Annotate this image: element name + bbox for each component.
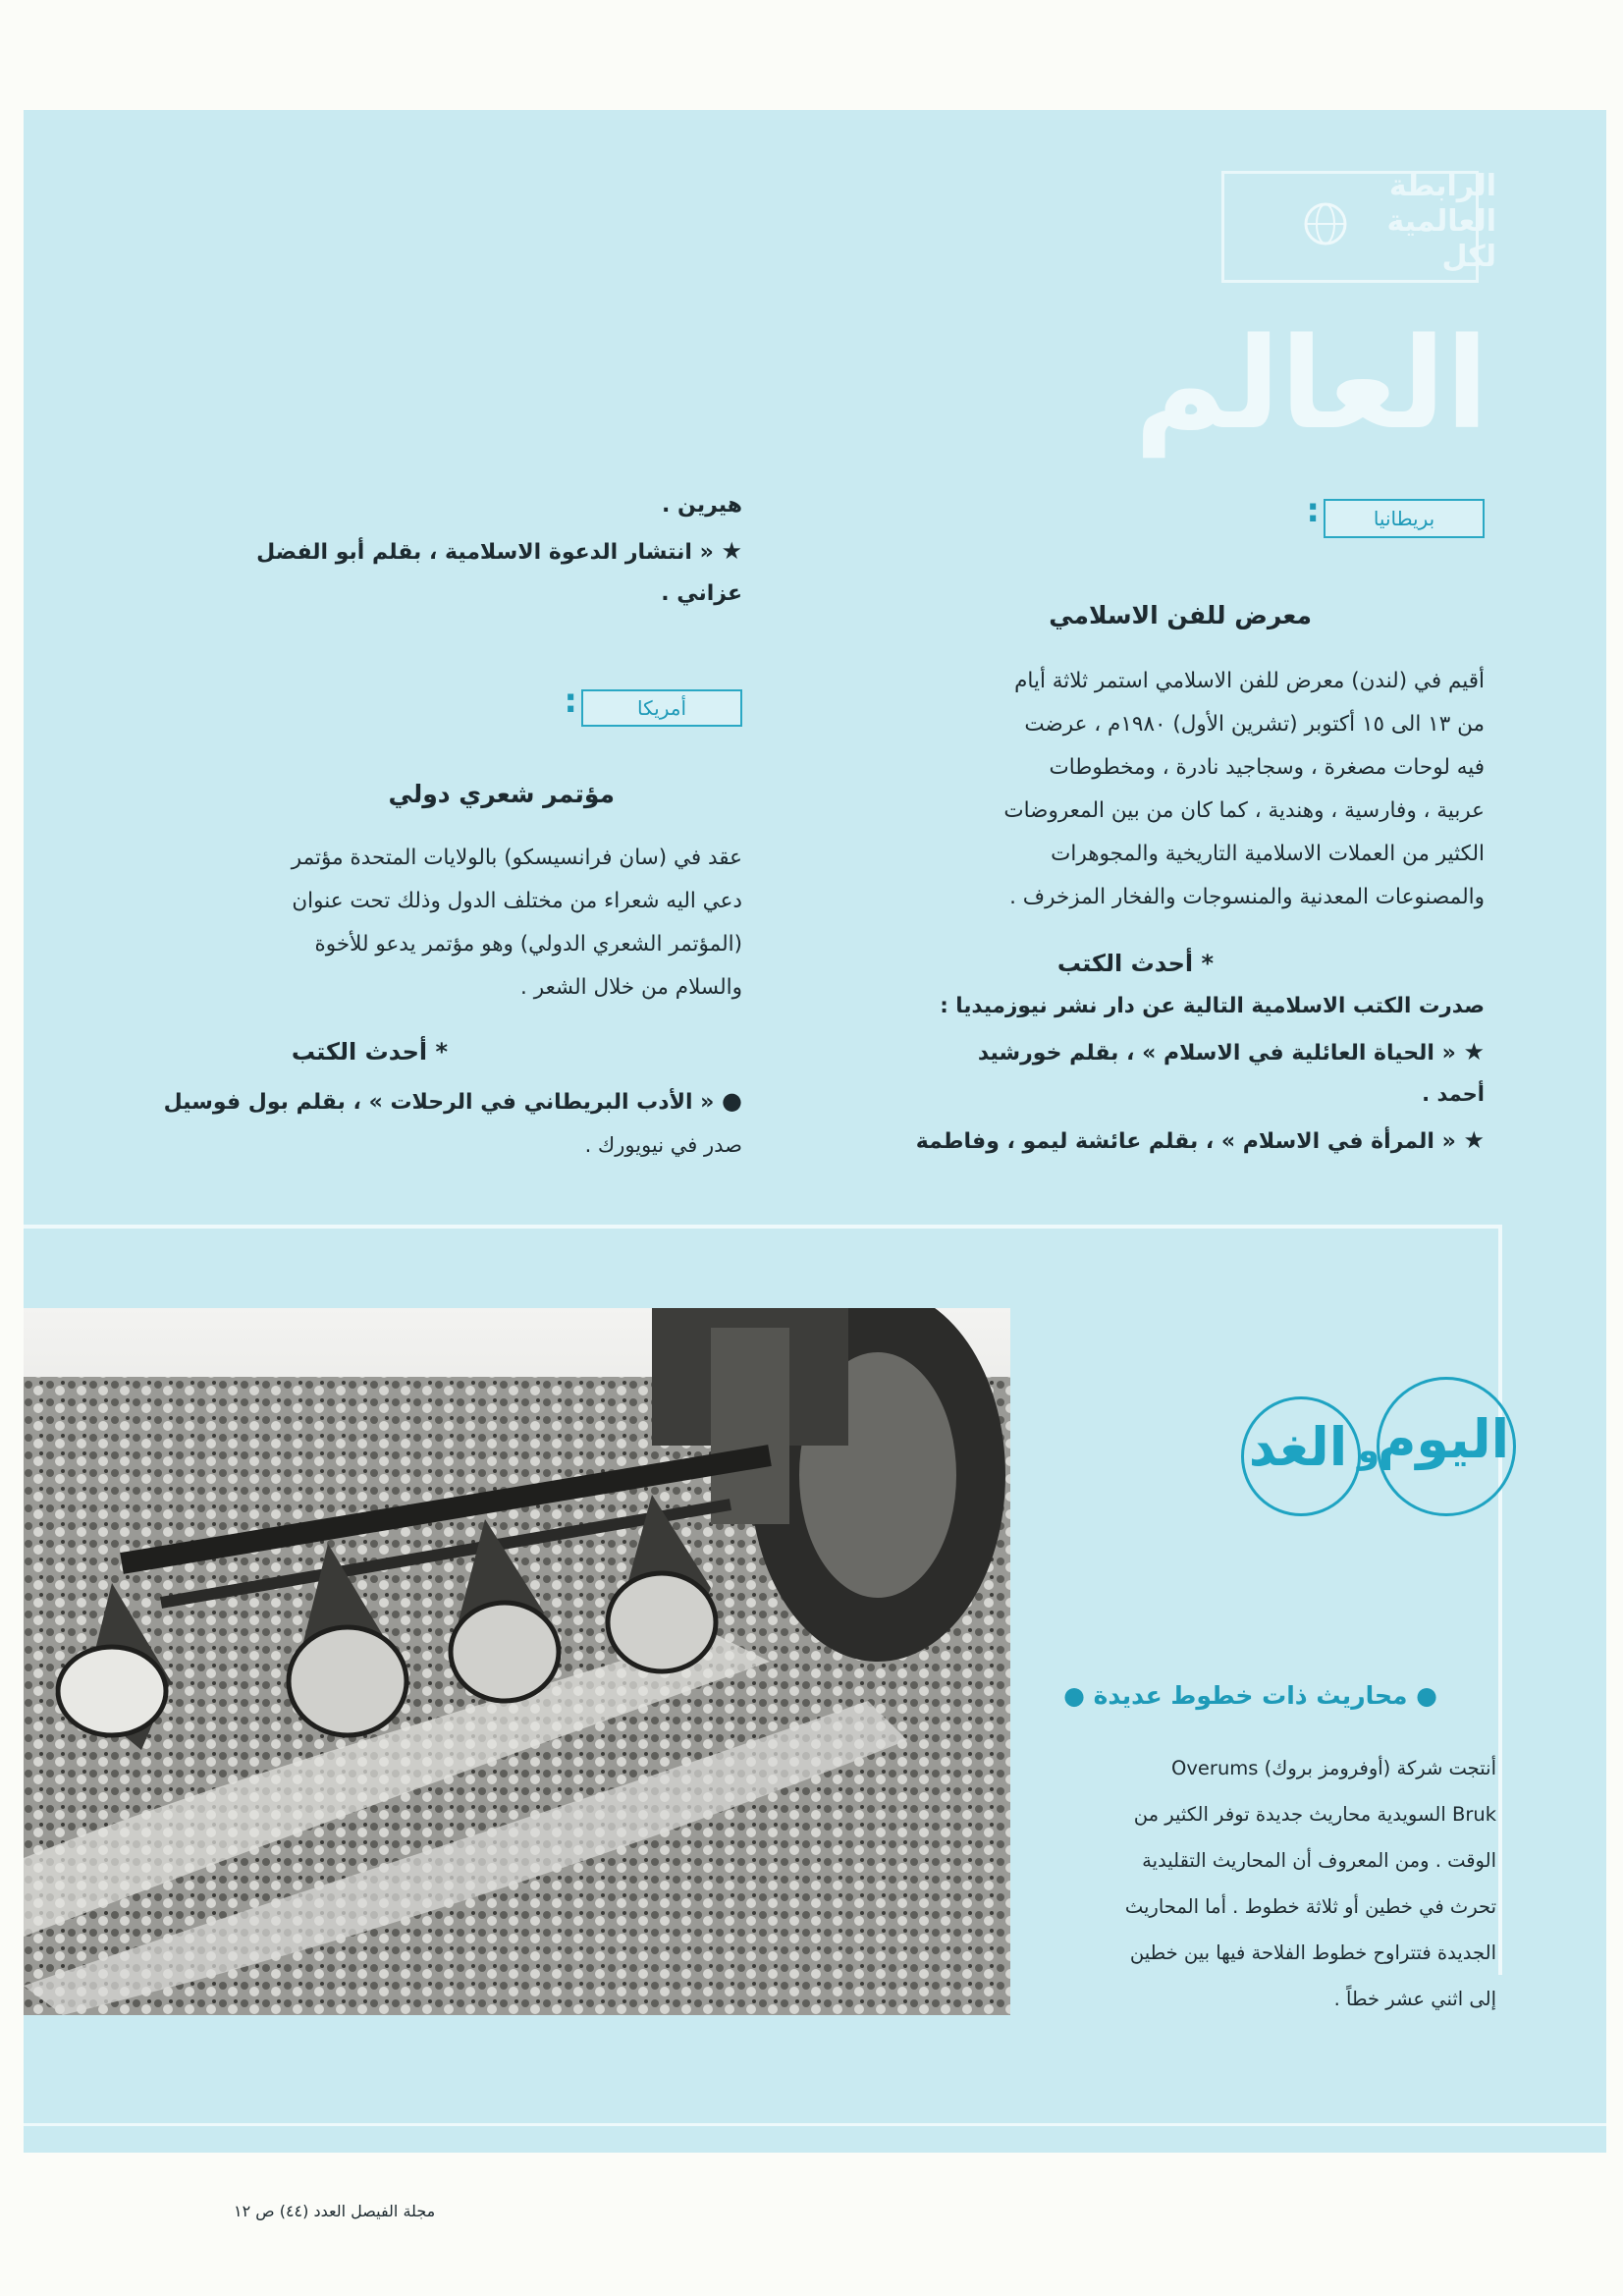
body-line: والمصنوعات المعدنية والمنسوجات والفخار المزخرف . (1009, 885, 1485, 909)
continued-author-line: هيرين . (662, 493, 742, 518)
globe-logo-icon (1302, 200, 1349, 247)
book-author-line: أحمد . (1422, 1082, 1485, 1106)
tag-colon: : (564, 682, 577, 721)
ploughs-article-body (1064, 1745, 1496, 2022)
tractor-plough-photo (24, 1308, 1010, 2015)
body-line: Bruk السويدية محاريث جديدة توفر الكثير من (1133, 1803, 1496, 1826)
star-icon: ★ (1463, 1038, 1485, 1066)
logo-word-and: و (1357, 1431, 1380, 1471)
america-books-heading: * أحدث الكتب (291, 1038, 448, 1066)
body-line: عربية ، وفارسية ، وهندية ، كما كان من بين المعروضات (1003, 798, 1485, 823)
world-league-label (1354, 169, 1496, 275)
world-label-line: الرابطة (1388, 169, 1496, 203)
footer-divider (24, 2123, 1606, 2126)
book-title-line: « الأدب البريطاني في الرحلات » ، بقلم بول فوسيل (163, 1090, 715, 1115)
body-line: إلى اثني عشر خطاً . (1333, 1988, 1496, 2010)
star-icon: ★ (1463, 1126, 1485, 1154)
book-title-line: « المرأة في الاسلام » ، بقلم عائشة ليمو ، وفاطمة (915, 1129, 1456, 1154)
ploughs-article-title: ● محاريث ذات خطوط عديدة ● (1063, 1681, 1437, 1710)
world-big-title: العالم (1134, 311, 1488, 458)
logo-word-today: اليوم (1377, 1408, 1510, 1470)
body-line: من ١٣ الى ١٥ أكتوبر (تشرين الأول) ١٩٨٠م ، عرضت (1024, 712, 1485, 737)
britain-books-heading: * أحدث الكتب (1056, 950, 1214, 977)
page-footer: مجلة الفيصل العدد (٤٤) ص ١٢ (234, 2202, 436, 2220)
body-line: تحرث في خطين أو ثلاثة خطوط . أما المحاريث (1124, 1895, 1496, 1918)
world-label-line: العالمية (1386, 204, 1496, 239)
book-publish-line: صدر في نيويورك . (584, 1133, 742, 1157)
logo-word-tomorrow: الغد (1248, 1416, 1348, 1478)
magazine-page (24, 110, 1606, 2220)
body-line: (المؤتمر الشعري الدولي) وهو مؤتمر يدعو للأخوة (314, 932, 742, 957)
body-line: أنتجت شركة (أوفرومز بروك) Overums (1171, 1757, 1496, 1779)
book-title-line: « انتشار الدعوة الاسلامية ، بقلم أبو الفضل (256, 540, 714, 565)
tag-colon: : (1306, 491, 1320, 530)
body-line: عقد في (سان فرانسيسكو) بالولايات المتحدة مؤتمر (291, 846, 742, 870)
britain-article-title: معرض للفن الاسلامي (1049, 601, 1312, 629)
section-tag-america: أمريكا (581, 689, 742, 727)
world-label-line: لكل (1441, 240, 1496, 274)
book-item (807, 1038, 1485, 1066)
body-line: فيه لوحات مصغرة ، وسجاجيد نادرة ، ومخطوطات (1049, 755, 1485, 780)
bullet-dot-icon: ● (722, 1087, 742, 1115)
book-item (75, 1087, 742, 1115)
star-icon: ★ (721, 537, 742, 565)
britain-article-body (827, 660, 1485, 919)
body-line: دعي اليه شعراء من مختلف الدول وذلك تحت عنوان (292, 889, 742, 913)
body-line: الوقت . ومن المعروف أن المحاريث التقليدية (1142, 1849, 1496, 1872)
america-article-title: مؤتمر شعري دولي (388, 780, 615, 808)
body-line: والسلام من خلال الشعر . (520, 975, 742, 1000)
body-line: الكثير من العملات الاسلامية التاريخية والمجوهرات (1051, 842, 1485, 866)
book-item (807, 1126, 1485, 1154)
book-item (75, 537, 742, 565)
book-title-line: « الحياة العائلية في الاسلام » ، بقلم خورشيد (977, 1041, 1456, 1066)
britain-books-intro: صدرت الكتب الاسلامية التالية عن دار نشر نيوزميديا : (940, 994, 1485, 1018)
body-line: أقيم في (لندن) معرض للفن الاسلامي استمر ثلاثة أيام (1014, 669, 1485, 693)
section-tag-britain: بريطانيا (1324, 499, 1485, 538)
body-line: الجديدة فتتراوح خطوط الفلاحة فيها بين خطين (1129, 1941, 1496, 1964)
america-article-body (75, 837, 742, 1010)
book-author-line: عزاني . (661, 581, 742, 606)
